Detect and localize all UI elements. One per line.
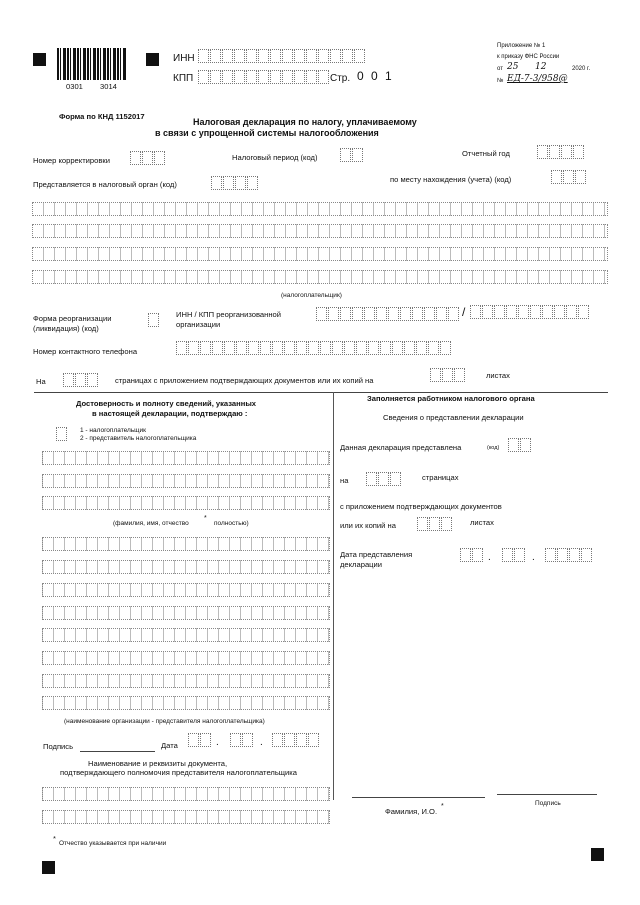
signer-fio-row-1[interactable] [42, 451, 330, 465]
alignment-marker-bottom-right [591, 848, 604, 861]
date-month-field[interactable] [230, 733, 254, 747]
report-year-field[interactable] [537, 145, 585, 159]
right-signature-line[interactable] [497, 794, 597, 795]
reorg-form-label-line2: (ликвидация) (код) [33, 324, 99, 333]
barcode [57, 48, 127, 80]
presentation-date-sep-1: . [488, 552, 491, 563]
appendix-year: 2020 г. [572, 66, 591, 72]
pages-on-label: На [36, 377, 46, 386]
location-field[interactable] [551, 170, 587, 184]
signature-label: Подпись [43, 742, 74, 751]
appendix-date-prefix: от [497, 66, 503, 72]
org-name-row-6[interactable] [42, 651, 330, 665]
sheets-count-field[interactable] [430, 368, 466, 382]
taxpayer-name-row-4[interactable] [32, 270, 608, 284]
doc-row-1[interactable] [42, 787, 330, 801]
right-signature-label: Подпись [535, 800, 561, 807]
presentation-month-field[interactable] [502, 548, 526, 562]
signer-fio-row-3[interactable] [42, 496, 330, 510]
taxpayer-caption: (налогоплательщик) [281, 292, 342, 299]
right-fio-label: Фамилия, И.О. [385, 807, 438, 816]
org-name-row-8[interactable] [42, 696, 330, 710]
reorg-slash: / [462, 305, 466, 319]
fio-caption: (фамилия, имя, отчество [113, 520, 189, 527]
right-fio-star: * [441, 803, 444, 810]
correction-number-label: Номер корректировки [33, 156, 110, 165]
column-divider [333, 392, 334, 800]
tax-period-label: Налоговый период (код) [232, 153, 318, 162]
with-docs-label: с приложением подтверждающих документов [340, 502, 502, 511]
inn-label: ИНН [173, 53, 195, 64]
footnote-text: Отчество указывается при наличии [59, 840, 167, 847]
date-label: Дата [161, 741, 178, 750]
right-subheading: Сведения о представлении декларации [383, 413, 524, 422]
date-day-field[interactable] [188, 733, 212, 747]
presentation-year-field[interactable] [545, 548, 593, 562]
appendix-line1: Приложение № 1 [497, 43, 546, 49]
pages-count-field[interactable] [63, 373, 99, 387]
location-label: по месту нахождения (учета) (код) [390, 175, 512, 184]
org-name-row-1[interactable] [42, 537, 330, 551]
signer-option-1: 1 - налогоплательщик [80, 427, 147, 434]
appendix-number: ЕД-7-3/958@ [507, 74, 568, 84]
reorg-inn-label-line2: организации [176, 320, 221, 329]
org-name-row-2[interactable] [42, 560, 330, 574]
presentation-date-line2: декларации [340, 560, 382, 569]
reorg-form-label-line1: Форма реорганизации [33, 314, 112, 323]
presentation-day-field[interactable] [460, 548, 484, 562]
page-number: 0 0 1 [357, 69, 394, 83]
phone-field[interactable] [176, 341, 452, 355]
pages-text: страницах с приложением подтверждающих документов или их копий на [115, 376, 374, 385]
doc-label-line2: подтверждающего полномочия представителя налогоплательщика [60, 768, 297, 777]
right-fio-line[interactable] [352, 797, 485, 798]
taxpayer-name-row-2[interactable] [32, 224, 608, 238]
left-heading-line2: в настоящей декларации, подтверждаю : [92, 409, 248, 418]
signer-type-field[interactable] [56, 427, 68, 441]
barcode-number-left: 0301 [66, 82, 83, 91]
presentation-date-sep-2: . [532, 552, 535, 563]
section-divider [34, 392, 608, 393]
left-heading-line1: Достоверность и полноту сведений, указанных [76, 399, 257, 408]
right-pages-label: страницах [422, 473, 459, 482]
fio-caption-end: полностью) [214, 520, 249, 527]
tax-period-field[interactable] [340, 148, 364, 162]
appendix-month: 12 [535, 62, 547, 72]
fio-caption-star: * [204, 515, 207, 522]
taxpayer-name-row-1[interactable] [32, 202, 608, 216]
org-name-row-4[interactable] [42, 606, 330, 620]
reorg-form-field[interactable] [148, 313, 160, 327]
right-sheets-label: листах [470, 518, 494, 527]
signer-fio-row-2[interactable] [42, 474, 330, 488]
alignment-marker-top-mid [146, 53, 159, 66]
presented-label: Данная декларация представлена [340, 443, 462, 452]
doc-row-2[interactable] [42, 810, 330, 824]
form-title-line1: Налоговая декларация по налогу, уплачиваемому [193, 117, 417, 127]
alignment-marker-bottom-left [42, 861, 55, 874]
submitted-to-field[interactable] [211, 176, 259, 190]
appendix-no-prefix: № [497, 78, 504, 84]
org-name-row-5[interactable] [42, 628, 330, 642]
kpp-field[interactable] [198, 70, 330, 84]
submitted-to-label: Представляется в налоговый орган (код) [33, 180, 177, 189]
alignment-marker-top-left [33, 53, 46, 66]
org-caption: (наименование организации - представителя налогоплательщика) [64, 718, 265, 725]
barcode-number-right: 3014 [100, 82, 117, 91]
date-year-field[interactable] [272, 733, 320, 747]
org-name-row-7[interactable] [42, 674, 330, 688]
kpp-label: КПП [173, 73, 194, 84]
presented-code-field[interactable] [508, 438, 532, 452]
signer-option-2: 2 - представитель налогоплательщика [80, 435, 197, 442]
doc-label-line1: Наименование и реквизиты документа, [88, 759, 228, 768]
signature-line[interactable] [80, 751, 155, 752]
sheets-label: листах [486, 371, 510, 380]
appendix-line2: к приказу ФНС России [497, 54, 560, 60]
presentation-date-line1: Дата представления [340, 550, 413, 559]
reorg-inn-field[interactable] [316, 307, 460, 321]
inn-field[interactable] [198, 49, 366, 63]
reorg-inn-label-line1: ИНН / КПП реорганизованной [176, 310, 282, 319]
right-pages-field[interactable] [366, 472, 402, 486]
footnote-star: * [53, 834, 56, 843]
or-copies-label: или их копий на [340, 521, 396, 530]
presented-code-label: (код) [487, 445, 500, 451]
appendix-day: 25 [507, 62, 519, 72]
right-on-label: на [340, 476, 349, 485]
right-sheets-field[interactable] [417, 517, 453, 531]
page-label: Стр. [330, 73, 351, 84]
date-separator-2: . [260, 737, 263, 748]
date-separator-1: . [216, 737, 219, 748]
form-title-line2: в связи с упрощенной системы налогообложения [155, 128, 379, 138]
phone-label: Номер контактного телефона [33, 347, 138, 356]
correction-number-field[interactable] [130, 151, 166, 165]
taxpayer-name-row-3[interactable] [32, 247, 608, 261]
report-year-label: Отчетный год [462, 149, 510, 158]
right-heading: Заполняется работником налогового органа [367, 394, 535, 403]
form-knd: Форма по КНД 1152017 [59, 112, 145, 121]
reorg-kpp-field[interactable] [470, 305, 590, 319]
org-name-row-3[interactable] [42, 583, 330, 597]
